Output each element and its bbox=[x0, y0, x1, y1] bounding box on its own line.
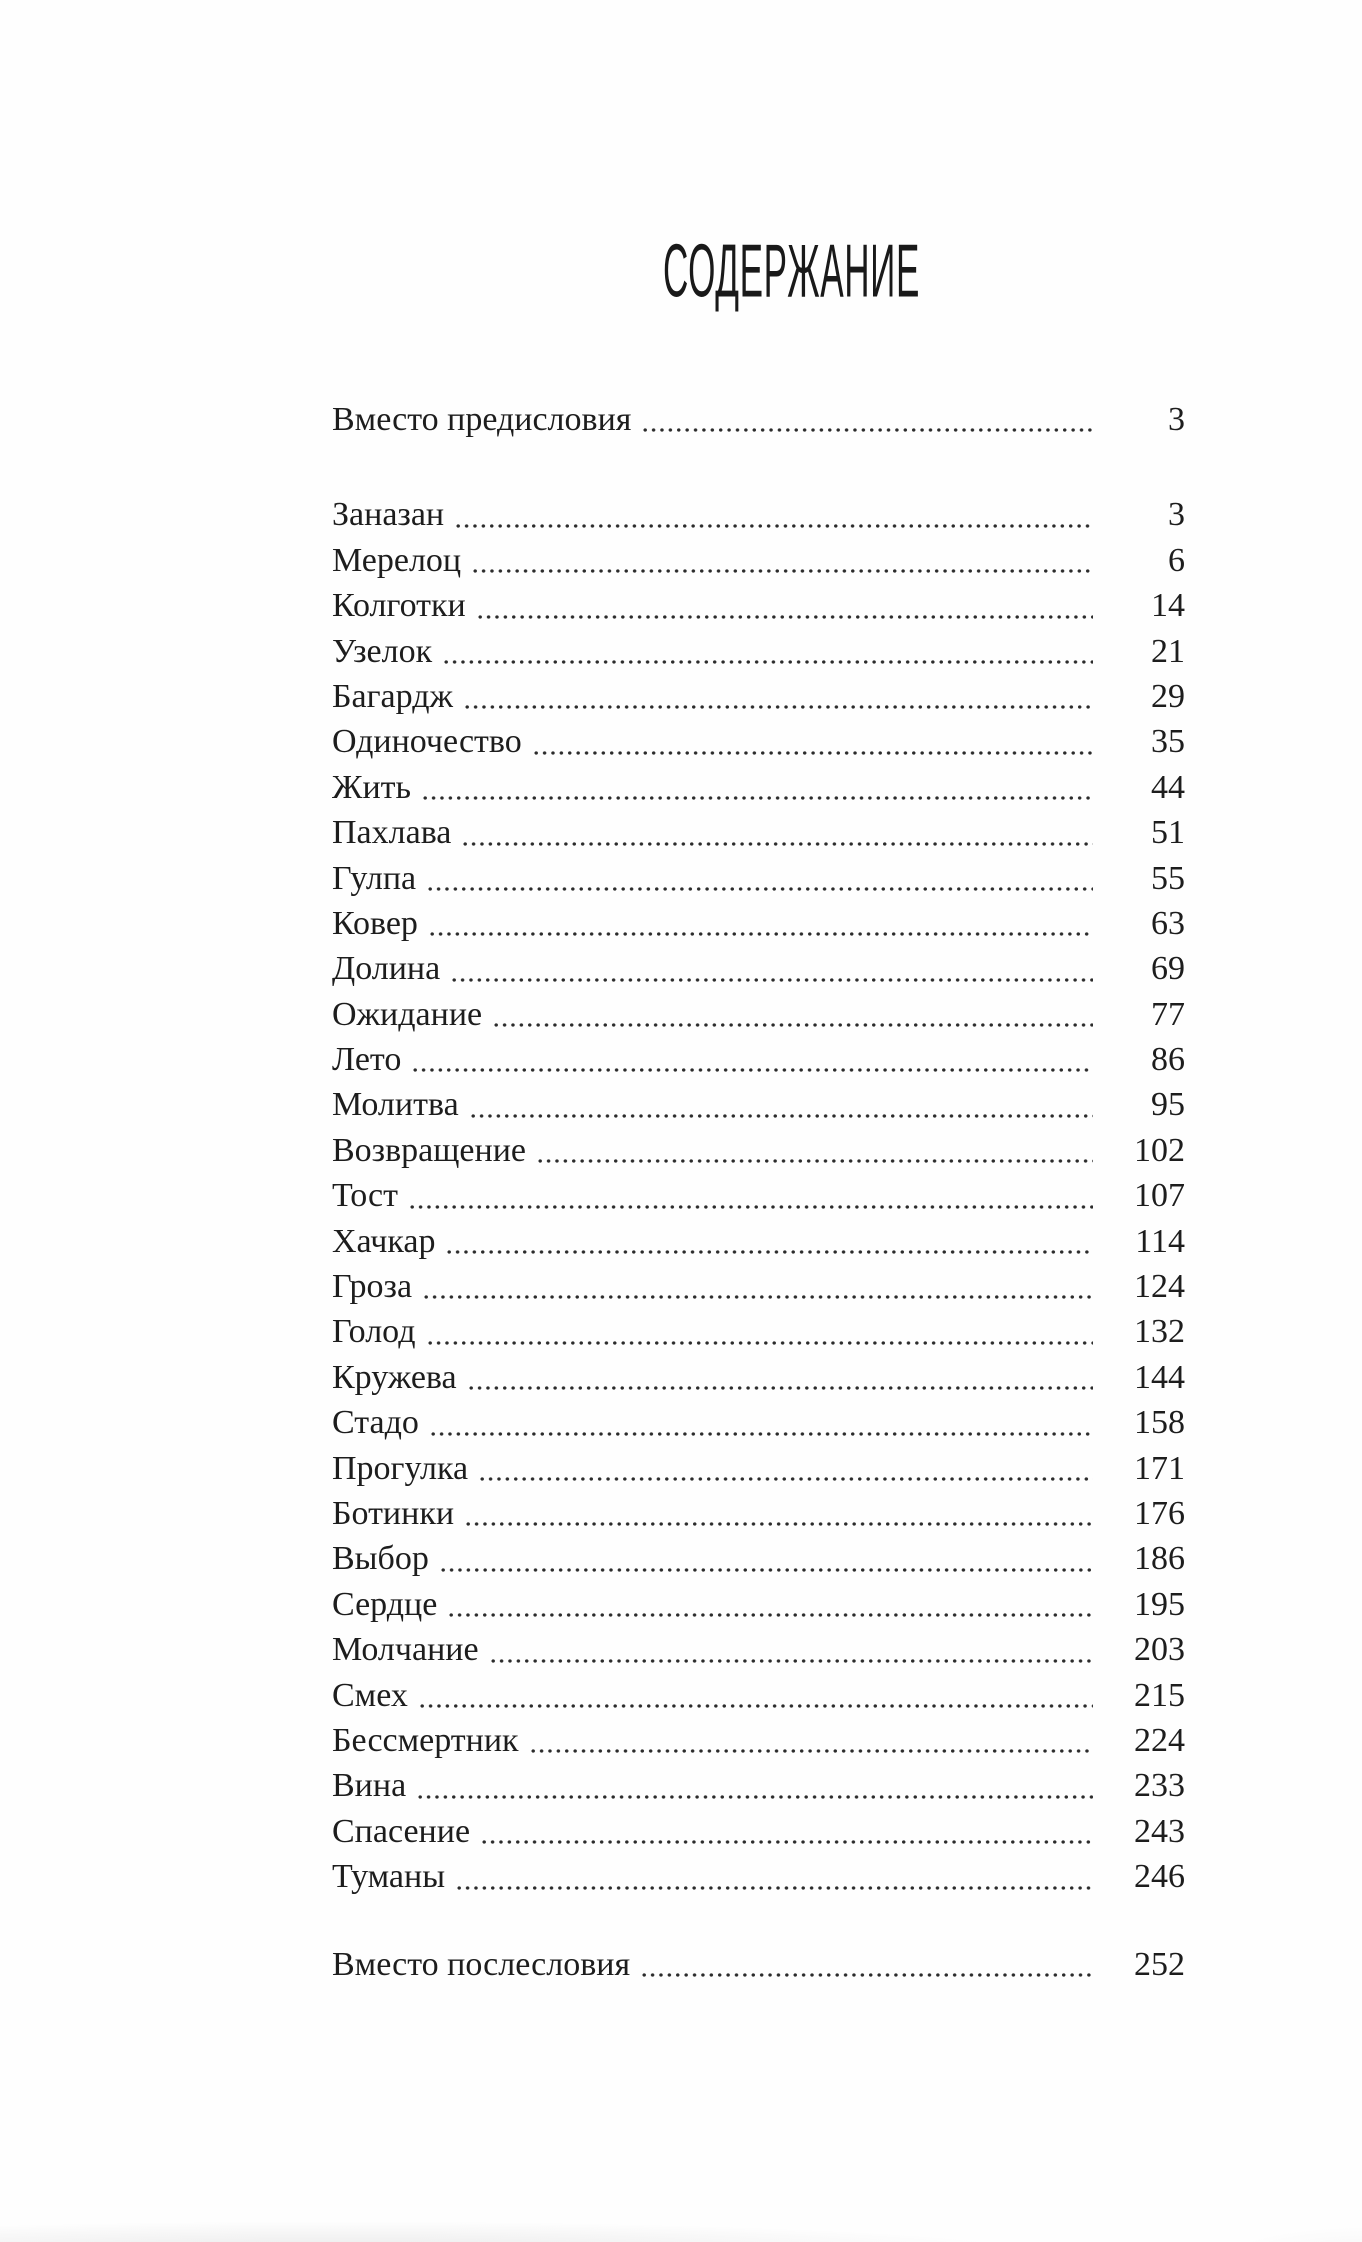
toc-entry-page-number: 144 bbox=[1134, 1358, 1185, 1396]
toc-entry-row bbox=[332, 1173, 1185, 1218]
toc-entry-row bbox=[332, 992, 1185, 1037]
dot-leader bbox=[480, 1840, 1093, 1844]
toc-entry-row bbox=[332, 629, 1185, 674]
toc-entry-label: Колготки bbox=[332, 587, 466, 625]
toc-entry-page-number: 158 bbox=[1134, 1404, 1185, 1442]
toc-chapter-list bbox=[332, 492, 1185, 1899]
dot-leader bbox=[454, 524, 1093, 528]
dot-leader bbox=[532, 751, 1093, 755]
toc-entry-row bbox=[332, 1763, 1185, 1808]
toc-entry-row bbox=[332, 1355, 1185, 1400]
toc-entry-label: Возвращение bbox=[332, 1131, 527, 1169]
toc-entry-label: Жить bbox=[332, 768, 412, 806]
toc-entry-label: Молитва bbox=[332, 1086, 459, 1124]
toc-entry-row bbox=[332, 1400, 1185, 1445]
toc-preface-row bbox=[332, 397, 1185, 442]
toc-entry-label: Лето bbox=[332, 1041, 402, 1079]
toc-entry-row bbox=[332, 1673, 1185, 1718]
toc-entry-page-number: 44 bbox=[1151, 768, 1185, 806]
toc-entry-label: Бессмертник bbox=[332, 1721, 519, 1759]
toc-entry-label: Ковер bbox=[332, 904, 418, 942]
toc-entry-page-number: 215 bbox=[1134, 1676, 1185, 1714]
dot-leader bbox=[492, 1023, 1093, 1027]
toc-afterword-row bbox=[332, 1942, 1185, 1987]
dot-leader bbox=[428, 932, 1093, 936]
toc-entry-label: Голод bbox=[332, 1313, 416, 1351]
dot-leader bbox=[464, 1522, 1093, 1526]
toc-entry-label: Молчание bbox=[332, 1631, 479, 1669]
dot-leader bbox=[439, 1568, 1093, 1572]
dot-leader bbox=[426, 1341, 1093, 1345]
toc-entry-label: Гулпа bbox=[332, 859, 417, 897]
toc-entry-row bbox=[332, 1309, 1185, 1354]
toc-entry-page-number: 63 bbox=[1151, 904, 1185, 942]
toc-entry-label: Стадо bbox=[332, 1404, 419, 1442]
toc-entry-page-number: 95 bbox=[1151, 1086, 1185, 1124]
toc-entry-row bbox=[332, 583, 1185, 628]
toc-entry-label: Вместо предисловия bbox=[332, 401, 632, 438]
toc-entry-label: Сердце bbox=[332, 1585, 438, 1623]
toc-entry-row bbox=[332, 1037, 1185, 1082]
table-of-contents bbox=[332, 397, 1185, 1987]
toc-entry-page-number: 69 bbox=[1151, 950, 1185, 988]
toc-entry-label: Мерелоц bbox=[332, 541, 462, 579]
toc-entry-page-number: 6 bbox=[1168, 541, 1185, 579]
dot-leader bbox=[447, 1613, 1093, 1617]
dot-leader bbox=[641, 428, 1093, 432]
toc-entry-row bbox=[332, 1536, 1185, 1581]
toc-entry-label: Одиночество bbox=[332, 723, 522, 761]
toc-entry-page-number: 14 bbox=[1151, 587, 1185, 625]
dot-leader bbox=[640, 1973, 1093, 1977]
toc-entry-page-number: 171 bbox=[1134, 1449, 1185, 1487]
toc-entry-row bbox=[332, 1718, 1185, 1763]
toc-entry-label: Ботинки bbox=[332, 1494, 455, 1532]
toc-entry-row bbox=[332, 1219, 1185, 1264]
toc-entry-row bbox=[332, 1264, 1185, 1309]
toc-entry-label: Багардж bbox=[332, 677, 453, 715]
toc-entry-label: Туманы bbox=[332, 1858, 446, 1896]
toc-entry-row bbox=[332, 1491, 1185, 1536]
dot-leader bbox=[536, 1159, 1093, 1163]
toc-entry-row bbox=[332, 674, 1185, 719]
toc-entry-page-number: 102 bbox=[1134, 1131, 1185, 1169]
toc-entry-row bbox=[332, 1582, 1185, 1627]
toc-entry-page-number: 107 bbox=[1134, 1177, 1185, 1215]
toc-entry-page-number: 51 bbox=[1151, 814, 1185, 852]
toc-entry-row bbox=[332, 1446, 1185, 1491]
toc-entry-page-number: 3 bbox=[1168, 401, 1185, 438]
toc-entry-row bbox=[332, 856, 1185, 901]
dot-leader bbox=[455, 1886, 1093, 1890]
toc-entry-page-number: 21 bbox=[1151, 632, 1185, 670]
toc-entry-label: Вместо послесловия bbox=[332, 1945, 631, 1983]
toc-entry-label: Ожидание bbox=[332, 995, 483, 1033]
toc-entry-label: Узелок bbox=[332, 632, 433, 670]
toc-entry-row bbox=[332, 810, 1185, 855]
dot-leader bbox=[442, 660, 1093, 664]
toc-entry-label: Долина bbox=[332, 950, 441, 988]
toc-entry-label: Вина bbox=[332, 1767, 407, 1805]
page-bottom-shadow bbox=[0, 2208, 1362, 2242]
toc-entry-page-number: 77 bbox=[1151, 995, 1185, 1033]
dot-leader bbox=[421, 796, 1093, 800]
dot-leader bbox=[450, 978, 1093, 982]
dot-leader bbox=[529, 1749, 1093, 1753]
toc-entry-row bbox=[332, 538, 1185, 583]
toc-entry-label: Кружева bbox=[332, 1358, 457, 1396]
dot-leader bbox=[418, 1704, 1093, 1708]
toc-entry-page-number: 132 bbox=[1134, 1313, 1185, 1351]
dot-leader bbox=[429, 1432, 1093, 1436]
dot-leader bbox=[471, 569, 1093, 573]
toc-entry-label: Выбор bbox=[332, 1540, 429, 1578]
toc-entry-label: Смех bbox=[332, 1676, 408, 1714]
toc-entry-page-number: 243 bbox=[1134, 1812, 1185, 1850]
toc-entry-label: Прогулка bbox=[332, 1449, 469, 1487]
toc-entry-label: Хачкар bbox=[332, 1222, 436, 1260]
toc-entry-label: Заназан bbox=[332, 496, 445, 534]
dot-leader bbox=[463, 705, 1093, 709]
toc-entry-row bbox=[332, 1854, 1185, 1899]
toc-entry-page-number: 55 bbox=[1151, 859, 1185, 897]
dot-leader bbox=[478, 1477, 1093, 1481]
toc-entry-page-number: 29 bbox=[1151, 677, 1185, 715]
dot-leader bbox=[476, 615, 1093, 619]
toc-entry-page-number: 186 bbox=[1134, 1540, 1185, 1578]
toc-entry-row bbox=[332, 1082, 1185, 1127]
toc-entry-page-number: 3 bbox=[1168, 496, 1185, 534]
dot-leader bbox=[416, 1795, 1093, 1799]
dot-leader bbox=[445, 1250, 1093, 1254]
toc-entry-page-number: 203 bbox=[1134, 1631, 1185, 1669]
toc-entry-page-number: 86 bbox=[1151, 1041, 1185, 1079]
dot-leader bbox=[426, 887, 1093, 891]
dot-leader bbox=[489, 1659, 1093, 1663]
dot-leader bbox=[422, 1295, 1093, 1299]
toc-entry-page-number: 195 bbox=[1134, 1585, 1185, 1623]
toc-entry-page-number: 176 bbox=[1134, 1494, 1185, 1532]
toc-entry-page-number: 35 bbox=[1151, 723, 1185, 761]
page-title: СОДЕРЖАНИЕ bbox=[663, 229, 920, 314]
toc-entry-row bbox=[332, 492, 1185, 537]
toc-entry-page-number: 124 bbox=[1134, 1268, 1185, 1306]
toc-entry-row bbox=[332, 946, 1185, 991]
dot-leader bbox=[408, 1205, 1093, 1209]
toc-entry-page-number: 252 bbox=[1134, 1945, 1185, 1983]
toc-entry-row bbox=[332, 719, 1185, 764]
toc-entry-label: Спасение bbox=[332, 1812, 471, 1850]
toc-entry-label: Гроза bbox=[332, 1268, 413, 1306]
toc-entry-page-number: 246 bbox=[1134, 1858, 1185, 1896]
toc-entry-row bbox=[332, 1128, 1185, 1173]
toc-entry-page-number: 224 bbox=[1134, 1721, 1185, 1759]
toc-entry-page-number: 114 bbox=[1135, 1222, 1185, 1260]
toc-entry-row bbox=[332, 1809, 1185, 1854]
toc-entry-row bbox=[332, 901, 1185, 946]
dot-leader bbox=[469, 1114, 1093, 1118]
toc-entry-label: Тост bbox=[332, 1177, 399, 1215]
toc-entry-row bbox=[332, 1627, 1185, 1672]
dot-leader bbox=[461, 842, 1093, 846]
dot-leader bbox=[411, 1068, 1093, 1072]
toc-entry-page-number: 233 bbox=[1134, 1767, 1185, 1805]
dot-leader bbox=[467, 1386, 1093, 1390]
toc-entry-row bbox=[332, 765, 1185, 810]
toc-entry-label: Пахлава bbox=[332, 814, 452, 852]
